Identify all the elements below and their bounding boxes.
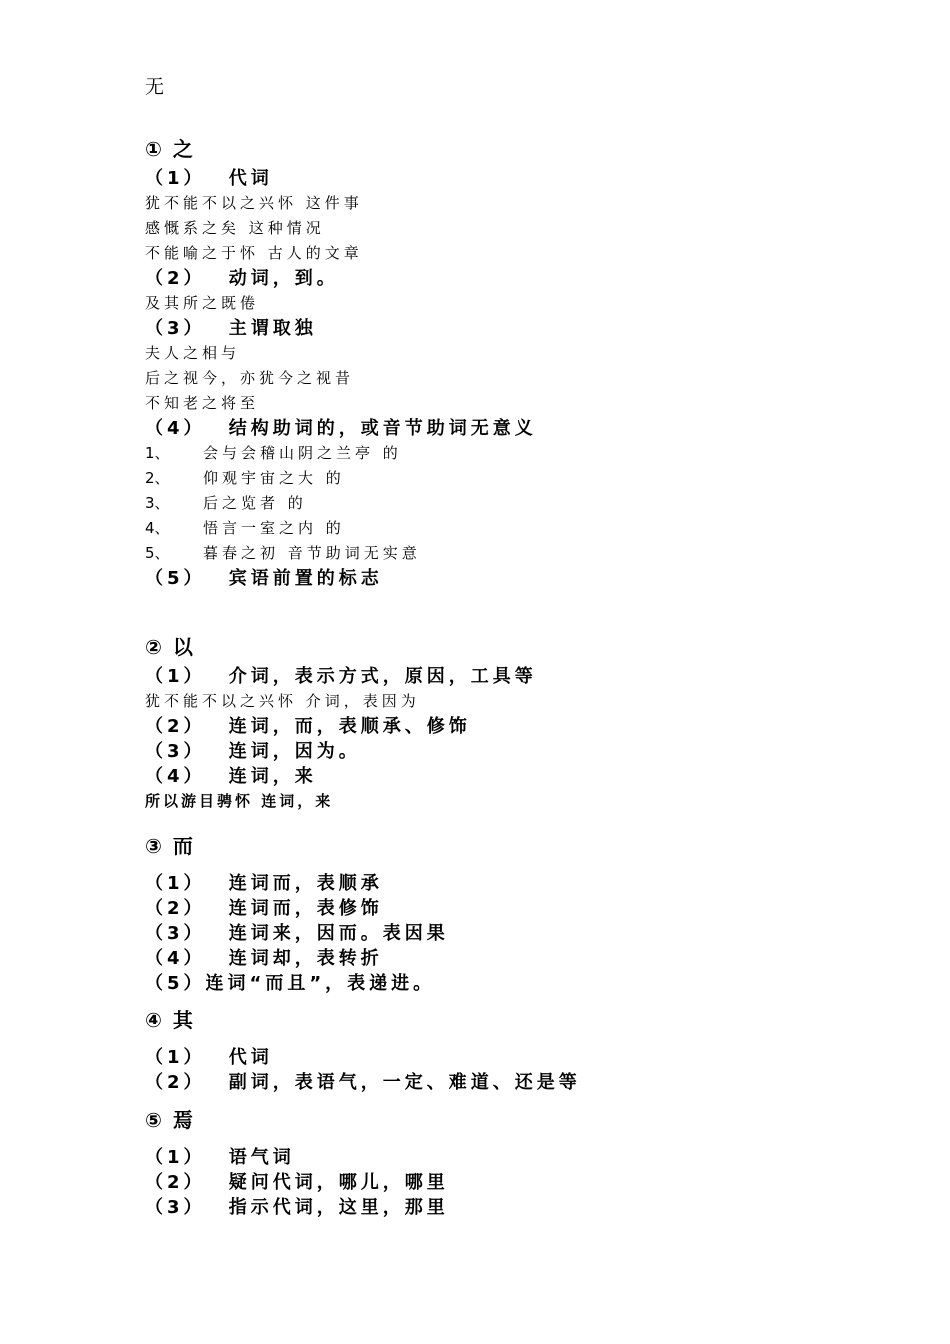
sense-line: （3） 主谓取独 [145, 318, 317, 339]
example-line: 及其所之既倦 [145, 294, 260, 312]
sense-line: （4） 连词，来 [145, 766, 317, 787]
sense-line: （3） 连词来，因而。表因果 [145, 923, 449, 944]
example-line: 不能喻之于怀 古人的文章 [145, 244, 363, 262]
sense-line: （1） 代词 [145, 168, 273, 189]
list-text: 暮春之初 音节助词无实意 [203, 544, 421, 562]
sense-line: （1） 语气词 [145, 1147, 295, 1168]
sense-line: （5）连词“而且”，表递进。 [145, 973, 436, 994]
section-qi [145, 1003, 905, 1095]
sense-line: （2） 疑问代词，哪儿，哪里 [145, 1172, 449, 1193]
section-heading: ① 之 [145, 137, 195, 161]
sense-line: （3） 连词，因为。 [145, 741, 361, 762]
section-heading: ③ 而 [145, 834, 195, 858]
list-text: 后之览者 的 [203, 494, 307, 512]
example-line: 犹不能不以之兴怀 介词，表因为 [145, 692, 420, 710]
sense-line: （1） 连词而，表顺承 [145, 873, 383, 894]
section-heading: ② 以 [145, 635, 195, 659]
sense-line: （2） 动词，到。 [145, 268, 339, 289]
list-item [145, 516, 905, 541]
section-heading: ⑤ 焉 [145, 1108, 195, 1132]
section-yan [145, 1103, 905, 1220]
section-yi [145, 630, 905, 814]
list-number: 1、 [145, 444, 170, 462]
example-line: 所以游目骋怀 连词，来 [145, 792, 334, 810]
section-zhi [145, 132, 905, 591]
sense-line: （2） 连词而，表修饰 [145, 898, 383, 919]
sense-line: （3） 指示代词，这里，那里 [145, 1197, 449, 1218]
list-item [145, 541, 905, 566]
example-line: 犹不能不以之兴怀 这件事 [145, 194, 363, 212]
sense-line: （5） 宾语前置的标志 [145, 568, 383, 589]
list-text: 仰观宇宙之大 的 [203, 469, 345, 487]
sense-line: （4） 连词却，表转折 [145, 948, 383, 969]
example-line: 后之视今，亦犹今之视昔 [145, 369, 355, 387]
list-item [145, 491, 905, 516]
example-line: 不知老之将至 [145, 394, 260, 412]
example-line: 夫人之相与 [145, 344, 241, 362]
sense-line: （4） 结构助词的，或音节助词无意义 [145, 418, 537, 439]
list-text: 会与会稽山阴之兰亭 的 [203, 444, 402, 462]
sense-line: （2） 连词，而，表顺承、修饰 [145, 716, 471, 737]
example-line: 感慨系之矣 这种情况 [145, 219, 325, 237]
list-number: 4、 [145, 519, 170, 537]
section-er [145, 829, 905, 996]
sense-line: （2） 副词，表语气，一定、难道、还是等 [145, 1072, 581, 1093]
sense-line: （1） 代词 [145, 1047, 273, 1068]
list-number: 2、 [145, 469, 170, 487]
top-text: 无 [145, 76, 165, 98]
list-text: 悟言一室之内 的 [203, 519, 345, 537]
sense-line: （1） 介词，表示方式，原因，工具等 [145, 666, 537, 687]
list-number: 3、 [145, 494, 170, 512]
list-item [145, 441, 905, 466]
section-heading: ④ 其 [145, 1008, 195, 1032]
list-number: 5、 [145, 544, 170, 562]
list-item [145, 466, 905, 491]
